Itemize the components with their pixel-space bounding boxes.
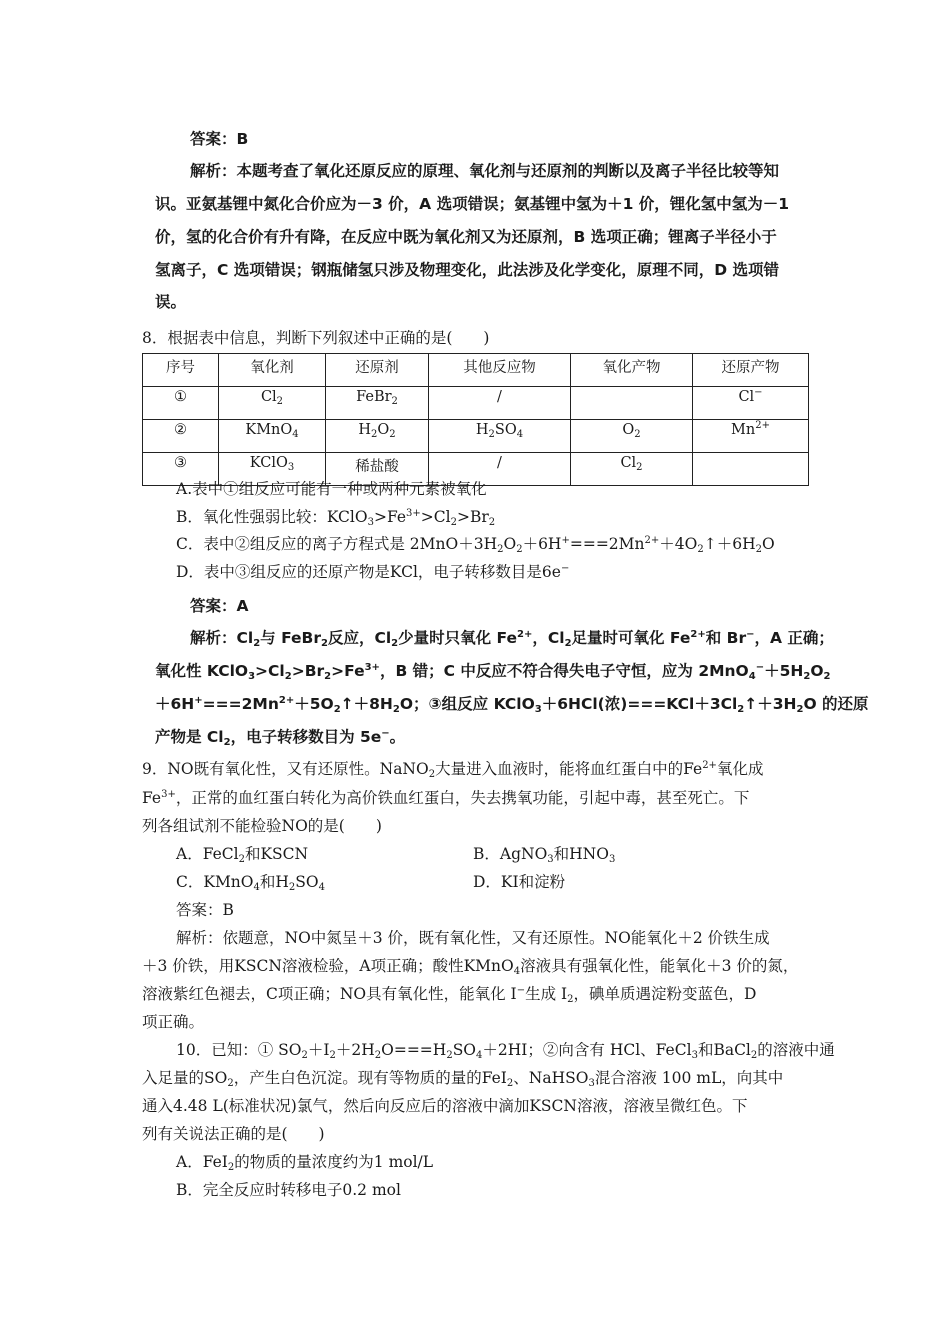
q7-analysis-line: 识。亚氨基锂中氮化合价应为－3 价，A 选项错误；氨基锂中氢为＋1 价，锂化氢中氢为－1 — [155, 195, 790, 213]
q8-stem: 8．根据表中信息，判断下列叙述中正确的是( ) — [142, 329, 490, 347]
table-cell: KClO$_3$ — [219, 453, 326, 486]
table-cell: $H_2SO_4$ — [429, 420, 571, 453]
q10-stem-line: 列有关说法正确的是( ) — [142, 1125, 325, 1143]
table-header-row — [143, 354, 809, 387]
q8-option-d: D．表中③组反应的还原产物是KCl，电子转移数目是6e− — [176, 563, 570, 581]
table-cell: $Mn^{2+}$ — [693, 420, 809, 453]
q9-option-c: C．KMnO$_4$和$H_2SO_4$ — [176, 873, 325, 893]
table-cell: FeBr$_2$ — [326, 387, 429, 420]
table-header-cell: 其他反应物 — [429, 354, 571, 387]
q8-option-a: A.表中①组反应可能有一种或两种元素被氧化 — [176, 480, 487, 498]
q10-stem-line: 通入4.48 L(标准状况)氯气，然后向反应后的溶液中滴加KSCN溶液，溶液呈微红色。下 — [142, 1097, 748, 1115]
table-cell: $H_2O_2$ — [326, 420, 429, 453]
q9-stem-line: $Fe^{3+}$，正常的血红蛋白转化为高价铁血红蛋白，失去携氧功能，引起中毒，甚至死亡。下 — [142, 789, 750, 807]
q7-analysis-line: 误。 — [155, 293, 187, 311]
table-header-cell: 氧化剂 — [219, 354, 326, 387]
table-cell: / — [429, 453, 571, 486]
q8-analysis-line: 解析：$Cl_2$与 FeBr$_2$反应，$Cl_2$少量时只氧化 $Fe^{2+}$，$Cl_2$足量时可氧化 $Fe^{2+}$和 Br−，A 正确； — [190, 629, 834, 649]
q8-table — [142, 353, 809, 486]
q9-stem-line: 9．NO既有氧化性，又有还原性。NaNO$_2$大量进入血液时，能将血红蛋白中的$Fe^{2+}$氧化成 — [142, 760, 764, 780]
q8-analysis-line: $+6H^+===2Mn^{2+}+5O_2↑+8H_2O$；③组反应 KClO$_3$＋6HCl(浓)$===KCl+3Cl_2↑+3H_2O$ 的还原 — [155, 695, 869, 715]
q9-analysis-line: 溶液紫红色褪去，C项正确；NO具有氧化性，能氧化 I−生成 $I_2$，碘单质遇淀粉变蓝色，D — [142, 985, 757, 1005]
table-header-cell: 氧化产物 — [571, 354, 693, 387]
table-cell: $Cl_2$ — [571, 453, 693, 486]
table-header-cell: 序号 — [143, 354, 219, 387]
table-row — [143, 420, 809, 453]
table-cell: 稀盐酸 — [326, 453, 429, 486]
q9-option-a: A．FeCl$_2$和KSCN — [176, 845, 309, 865]
table-cell — [693, 453, 809, 486]
table-cell: Cl− — [693, 387, 809, 420]
q10-stem-line: 入足量的$SO_2$，产生白色沉淀。现有等物质的量的FeI$_2$、NaHSO$_3$混合溶液 100 mL，向其中 — [142, 1069, 784, 1089]
table-cell: $O_2$ — [571, 420, 693, 453]
q10-stem-line: 10．已知：① $SO_2+I_2+2H_2O===H_2SO_4+2HI$；②向含有 HCl、FeCl$_3$和BaCl$_2$的溶液中通 — [176, 1041, 835, 1061]
table-row — [143, 387, 809, 420]
table-header-cell: 还原剂 — [326, 354, 429, 387]
q9-answer: 答案：B — [176, 901, 234, 919]
q7-analysis-line: 价，氢的化合价有升有降，在反应中既为氧化剂又为还原剂，B 选项正确；锂离子半径小于 — [155, 228, 777, 246]
q8-analysis-line: 产物是 $Cl_2$，电子转移数目为 5e−。 — [155, 728, 406, 748]
table-cell — [571, 387, 693, 420]
q9-stem-line: 列各组试剂不能检验NO的是( ) — [142, 817, 382, 835]
table-cell: / — [429, 387, 571, 420]
table-cell: $Cl_2$ — [219, 387, 326, 420]
q8-option-c: C．表中②组反应的离子方程式是 $2MnO+3H_2O_2+6H^+===2Mn^{2+}+4O_2↑+6H_2O$ — [176, 535, 775, 555]
table-cell: ③ — [143, 453, 219, 486]
table-cell: ② — [143, 420, 219, 453]
q9-option-d: D．KI和淀粉 — [473, 873, 566, 891]
table-header-cell: 还原产物 — [693, 354, 809, 387]
q10-option-b: B．完全反应时转移电子0.2 mol — [176, 1181, 401, 1199]
q8-option-b: B．氧化性强弱比较：$KClO_3>Fe^{3+}>Cl_2>Br_2$ — [176, 508, 496, 528]
q7-analysis-line: 氢离子，C 选项错误；钢瓶储氢只涉及物理变化，此法涉及化学变化，原理不同，D 选项错 — [155, 261, 780, 279]
table-cell: ① — [143, 387, 219, 420]
q7-answer: 答案：B — [190, 130, 249, 148]
q10-option-a: A．FeI$_2$的物质的量浓度约为1 mol/L — [176, 1153, 434, 1173]
q8-analysis-line: 氧化性 $KClO_3>Cl_2>Br_2>Fe^{3+}$，B 错；C 中反应不符合得失电子守恒，应为 $2MnO_4^-+5H_2O_2$ — [155, 662, 831, 682]
q9-option-b: B．AgNO$_3$和$HNO_3$ — [473, 845, 616, 865]
q9-analysis-line: ＋3 价铁，用KSCN溶液检验，A项正确；酸性KMnO$_4$溶液具有强氧化性，能氧化＋3 价的氮， — [142, 957, 799, 977]
table-cell: KMnO$_4$ — [219, 420, 326, 453]
q9-analysis-line: 项正确。 — [142, 1013, 205, 1031]
q9-analysis-line: 解析：依题意，NO中氮呈＋3 价，既有氧化性，又有还原性。NO能氧化＋2 价铁生成 — [176, 929, 770, 947]
q8-answer: 答案：A — [190, 597, 249, 615]
q7-analysis-line: 解析：本题考查了氧化还原反应的原理、氧化剂与还原剂的判断以及离子半径比较等知 — [190, 162, 780, 180]
